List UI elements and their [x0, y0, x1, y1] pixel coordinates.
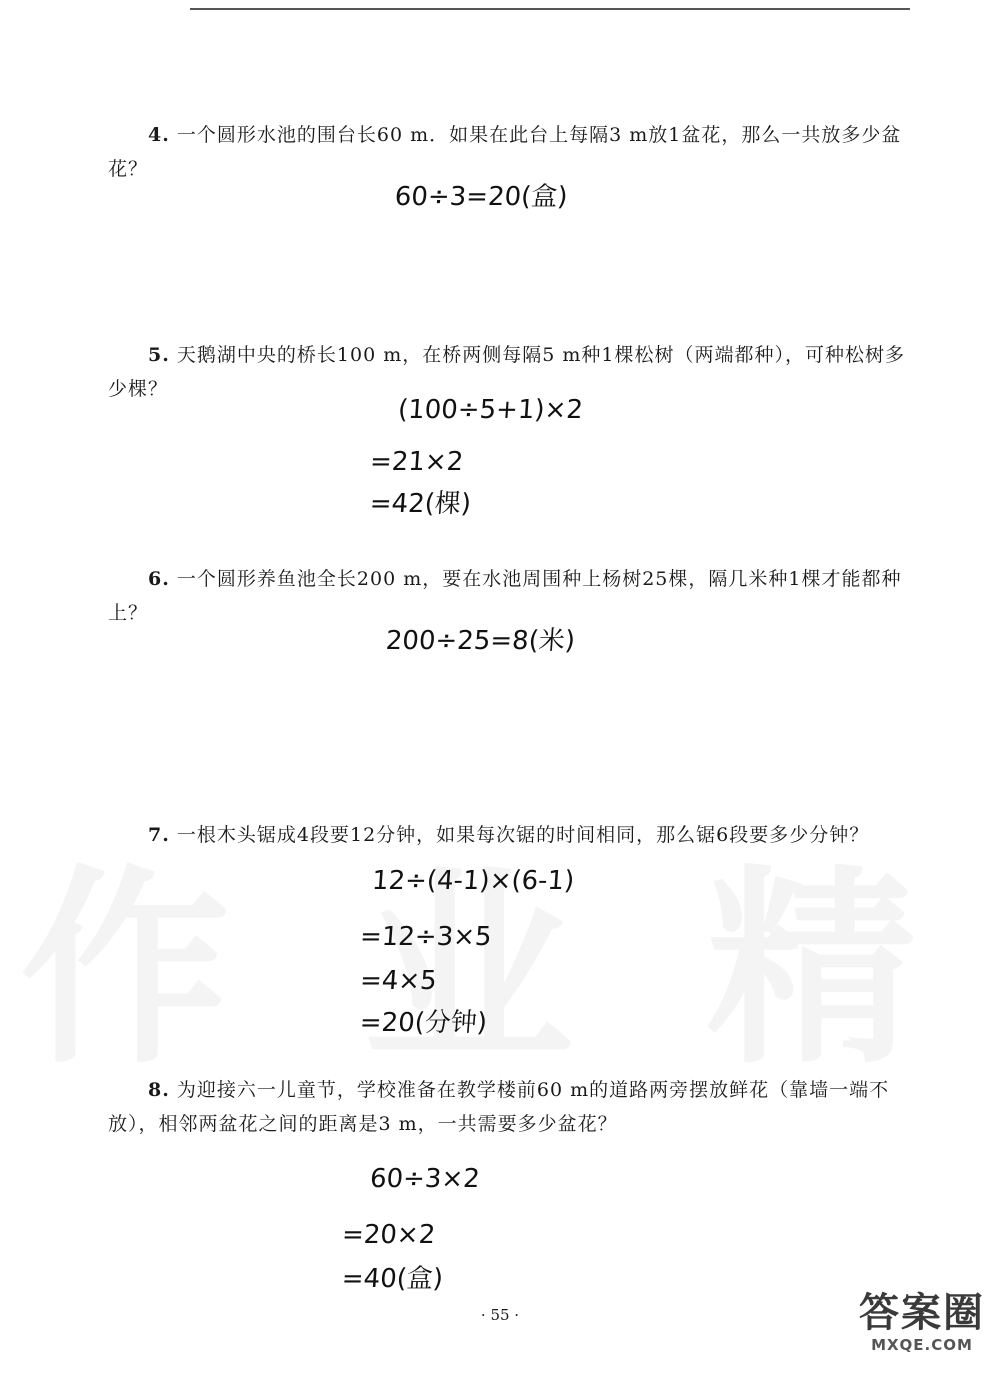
problem-number: 7. [148, 824, 170, 846]
problem-8 [108, 1073, 923, 1141]
page-number: · 55 · [480, 1306, 520, 1324]
problem-text: 一个圆形养鱼池全长200 m，要在水池周围种上杨树25棵，隔几米种1棵才能都种上？ [108, 568, 902, 624]
problem-number: 8. [148, 1079, 170, 1101]
answer-line: =21×2 [368, 447, 465, 477]
answer-line: =20×2 [340, 1220, 437, 1250]
problem-text: 一个圆形水池的围台长60 m．如果在此台上每隔3 m放1盆花，那么一共放多少盆花？ [108, 124, 902, 180]
problem-number: 6. [148, 568, 170, 590]
problem-text: 天鹅湖中央的桥长100 m，在桥两侧每隔5 m种1棵松树（两端都种），可种松树多少棵？ [108, 344, 905, 400]
answer-line: 60÷3=20(盒) [393, 182, 569, 212]
answer-line: (100÷5+1)×2 [396, 395, 584, 425]
logo-main-text: 答案圈 [859, 1290, 985, 1336]
problem-text: 一根木头锯成4段要12分钟，如果每次锯的时间相同，那么锯6段要多少分钟？ [176, 824, 870, 846]
site-logo [852, 1290, 992, 1376]
answer-line: 60÷3×2 [368, 1164, 481, 1194]
answer-line: =42(棵) [368, 489, 473, 519]
problem-text: 为迎接六一儿童节，学校准备在教学楼前60 m的道路两旁摆放鲜花（靠墙一端不放），相邻两盆花之间的距离是3 m，一共需要多少盆花？ [108, 1079, 890, 1135]
problem-number: 4. [148, 124, 170, 146]
answer-line: =20(分钟) [358, 1008, 489, 1038]
answer-line: =40(盒) [340, 1264, 445, 1294]
problem-number: 5. [148, 344, 170, 366]
top-rule [190, 8, 910, 10]
logo-sub-text: MXQE.COM [871, 1336, 973, 1354]
answer-line: 200÷25=8(米) [384, 626, 576, 656]
answer-line: =12÷3×5 [358, 922, 493, 952]
problem-7 [108, 818, 923, 852]
answer-line: 12÷(4-1)×(6-1) [370, 866, 576, 896]
answer-line: =4×5 [358, 966, 438, 996]
